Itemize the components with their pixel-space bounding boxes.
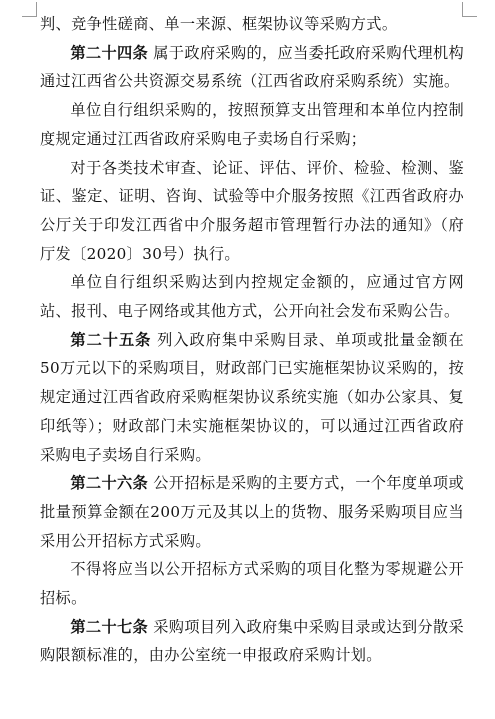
crop-mark-top-right bbox=[462, 2, 477, 17]
article-heading: 第二十四条 bbox=[70, 43, 149, 62]
paragraph-text: 判、竞争性磋商、单一来源、框架协议等采购方式。 bbox=[40, 15, 398, 33]
paragraph-continuation bbox=[40, 10, 464, 39]
paragraph bbox=[40, 555, 464, 612]
paragraph bbox=[40, 154, 464, 269]
paragraph-text: 不得将应当以公开招标方式采购的项目化整为零规避公开招标。 bbox=[40, 560, 464, 608]
paragraph bbox=[40, 96, 464, 153]
paragraph-text: 单位自行组织采购的，按照预算支出管理和本单位内控制度规定通过江西省政府采购电子卖场自行采购； bbox=[40, 101, 464, 148]
article-24-paragraph bbox=[40, 39, 464, 96]
article-heading: 第二十七条 bbox=[70, 617, 149, 636]
document-body bbox=[40, 15, 465, 670]
paragraph-text: 属于政府采购的，应当委托政府采购代理机构通过江西省公共资源交易系统（江西省政府采购系统）实施。 bbox=[40, 43, 465, 91]
article-25-paragraph bbox=[40, 326, 464, 470]
paragraph-text: 单位自行组织采购达到内控规定金额的，应通过官方网站、报刊、电子网络或其他方式，公开向社会发布采购公告。 bbox=[40, 273, 464, 321]
article-heading: 第二十五条 bbox=[70, 330, 152, 349]
article-27-paragraph bbox=[40, 613, 464, 670]
paragraph bbox=[40, 268, 464, 325]
paragraph-text: 列入政府集中采购目录、单项或批量金额在50万元以下的采购项目，财政部门已实施框架协议采购的，按规定通过江西省政府采购框架协议系统实施（如办公家具、复印纸等）；财政部门未实施框架协议的，可以通过江西省政府采购电子卖场自行采购。 bbox=[40, 330, 465, 464]
article-heading: 第二十六条 bbox=[70, 474, 149, 493]
crop-mark-top-left bbox=[22, 2, 37, 17]
paragraph-text: 采购项目列入政府集中采购目录或达到分散采购限额标准的，由办公室统一申报政府采购计划。 bbox=[40, 617, 465, 665]
paragraph-text: 对于各类技术审查、论证、评估、评价、检验、检测、鉴证、鉴定、证明、咨询、试验等中介服务按照《江西省政府办公厅关于印发江西省中介服务超市管理暂行办法的通知》（府厅发〔2020〕30号）执行。 bbox=[40, 158, 464, 263]
paragraph-text: 公开招标是采购的主要方式，一个年度单项或批量预算金额在200万元及其以上的货物、服务采购项目应当采用公开招标方式采购。 bbox=[40, 474, 465, 550]
article-26-paragraph bbox=[40, 469, 464, 555]
